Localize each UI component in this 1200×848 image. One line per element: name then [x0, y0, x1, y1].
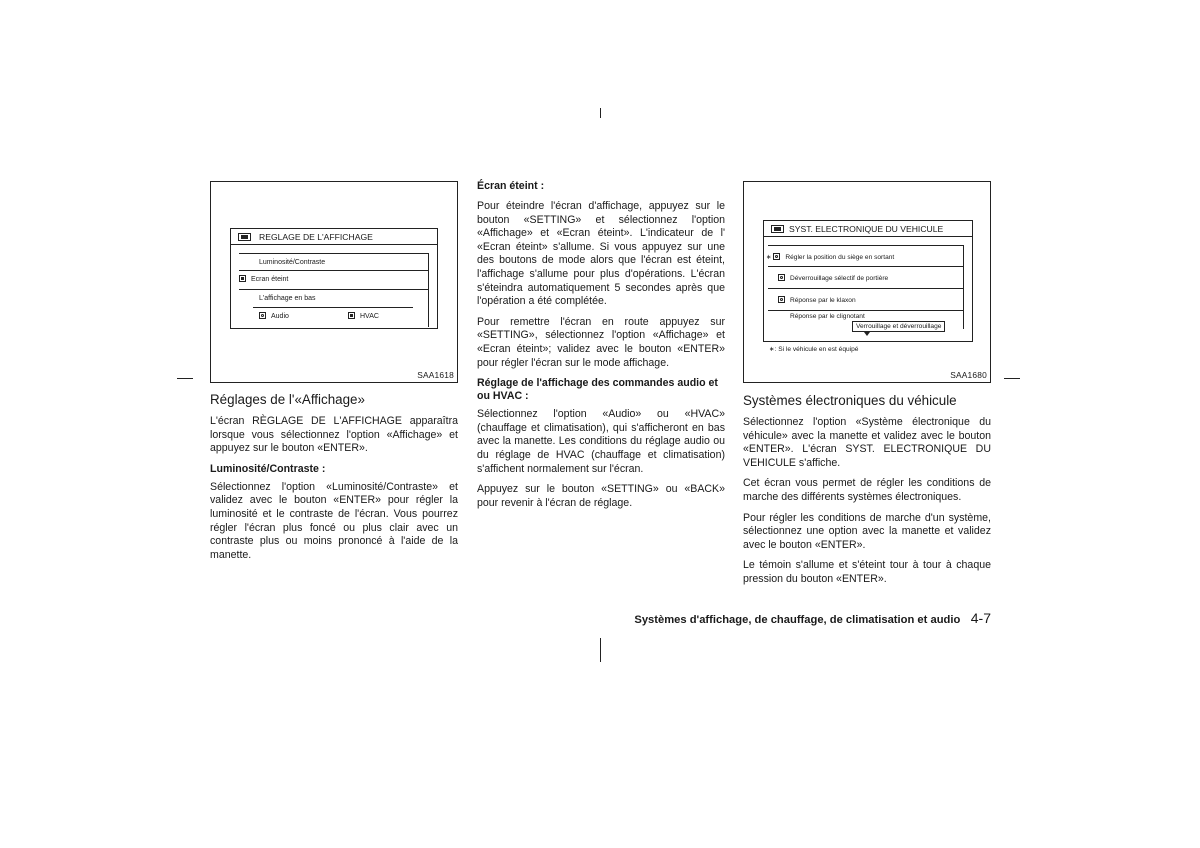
- footnote: ∗: Si le véhicule en est équipé: [769, 346, 859, 353]
- paragraph: Sélectionnez l'option «Système électronique du véhicule» avec la manette et validez avec le bouton «ENTER». L'écran SYST. ELECTRONIQUE DU VEHICULE s'affiche.: [743, 416, 991, 469]
- middle-column-text: [477, 180, 725, 517]
- page-footer: [560, 610, 991, 628]
- display-icon: [771, 225, 784, 233]
- paragraph: Cet écran vous permet de régler les conditions de marche des différents systèmes électroniques.: [743, 477, 991, 503]
- paragraph: Sélectionnez l'option «Luminosité/Contraste» et validez avec le bouton «ENTER» pour régler la luminosité et le contraste de l'écran. Vous pourrez régler l'écran plus foncé ou plus clair avec un contraste plus ou moins prononcé à l'aide de la manette.: [210, 480, 458, 561]
- screen-title: REGLAGE DE L'AFFICHAGE: [231, 229, 437, 245]
- menu-divider: [253, 307, 413, 308]
- screen-title: SYST. ELECTRONIQUE DU VEHICULE: [764, 221, 972, 237]
- figure-vehicle-electronics: [743, 181, 991, 383]
- paragraph: L'écran RÈGLAGE DE L'AFFICHAGE apparaîtra lorsque vous sélectionnez l'option «Affichage» et appuyez sur le bouton «ENTER».: [210, 415, 458, 455]
- menu-border-top: [239, 253, 429, 254]
- menu-item-seat-exit[interactable]: ∗ Régler la position du siège en sortant: [766, 254, 895, 261]
- footer-section-title: Systèmes d'affichage, de chauffage, de climatisation et audio: [634, 614, 961, 626]
- checkbox-icon: [773, 253, 780, 260]
- checkbox-icon: [778, 274, 785, 281]
- figure-code: SAA1618: [417, 370, 454, 380]
- checkbox-icon: [348, 312, 355, 319]
- display-icon: [238, 233, 251, 241]
- menu-border-top: [768, 245, 964, 246]
- section-heading: Réglages de l'«Affichage»: [210, 392, 365, 407]
- crop-mark-left: [177, 378, 193, 379]
- menu-divider: [768, 266, 964, 267]
- paragraph: Pour remettre l'écran en route appuyez sur «SETTING», sélectionnez l'option «Affichage» et «Ecran éteint»; validez avec le bouton «ENTER» pour régler l'écran sur le mode affichage.: [477, 315, 725, 369]
- right-column-text: [743, 393, 991, 594]
- page-number: 4-7: [970, 610, 991, 626]
- sub-heading: Luminosité/Contraste :: [210, 462, 326, 475]
- section-heading: Systèmes électroniques du véhicule: [743, 393, 957, 408]
- menu-item-brightness[interactable]: Luminosité/Contraste: [259, 259, 326, 266]
- checkbox-icon: [778, 296, 785, 303]
- crop-mark-right: [1004, 378, 1020, 379]
- sub-heading: Écran éteint :: [477, 180, 545, 192]
- paragraph: Appuyez sur le bouton «SETTING» ou «BACK» pour revenir à l'écran de réglage.: [477, 483, 725, 509]
- screen-vehicle-electronics: [763, 220, 973, 342]
- checkbox-icon: [239, 275, 246, 282]
- crop-mark-top: [600, 108, 601, 118]
- figure-code: SAA1680: [950, 370, 987, 380]
- paragraph: Sélectionnez l'option «Audio» ou «HVAC» (chauffage et climatisation), qui s'afficheront en bas avec la manette. Les conditions du réglage audio ou du réglage de HVAC (chauffage et climatisation) s'affichent normalement sur l'écran.: [477, 408, 725, 475]
- sub-heading: Réglage de l'affichage des commandes audio et ou HVAC :: [477, 377, 718, 403]
- figure-display-settings: [210, 181, 458, 383]
- popup-lock-unlock[interactable]: Verrouillage et déverrouillage: [852, 321, 945, 332]
- menu-border-right: [428, 253, 429, 327]
- crop-mark-bottom: [600, 638, 601, 662]
- menu-border-right: [963, 245, 964, 329]
- menu-divider: [768, 310, 964, 311]
- menu-divider: [239, 270, 429, 271]
- screen-display-settings: [230, 228, 438, 329]
- checkbox-icon: [259, 312, 266, 319]
- paragraph: Pour régler les conditions de marche d'un système, sélectionnez une option avec la manette et validez avec le bouton «ENTER».: [743, 511, 991, 551]
- left-column-text: [210, 392, 458, 569]
- menu-item-light-response[interactable]: Réponse par le clignotant: [790, 313, 865, 320]
- menu-divider: [768, 288, 964, 289]
- menu-item-screen-off[interactable]: Ecran éteint: [239, 275, 288, 285]
- menu-divider: [239, 289, 429, 290]
- paragraph: Le témoin s'allume et s'éteint tour à tour à chaque pression du bouton «ENTER».: [743, 559, 991, 585]
- option-hvac[interactable]: HVAC: [348, 312, 379, 322]
- option-audio[interactable]: Audio: [259, 312, 289, 322]
- paragraph: Pour éteindre l'écran d'affichage, appuyez sur le bouton «SETTING» et sélectionnez l'option «Affichage» et «Ecran éteint». L'indicateur de l' «Ecran éteint» s'allume. Si vous appuyez sur une des boutons de mode alors que l'écran est éteint, l'affichage s'allume pour plus d'opérations. L'écran s'éteindra automatiquement 5 secondes après que l'opération a été complétée.: [477, 200, 725, 308]
- menu-item-horn-response[interactable]: Réponse par le klaxon: [778, 296, 856, 306]
- scroll-down-icon: [864, 332, 870, 336]
- menu-item-bottom-display[interactable]: L'affichage en bas: [259, 295, 316, 302]
- menu-item-door-unlock[interactable]: Déverrouillage sélectif de portière: [778, 274, 888, 284]
